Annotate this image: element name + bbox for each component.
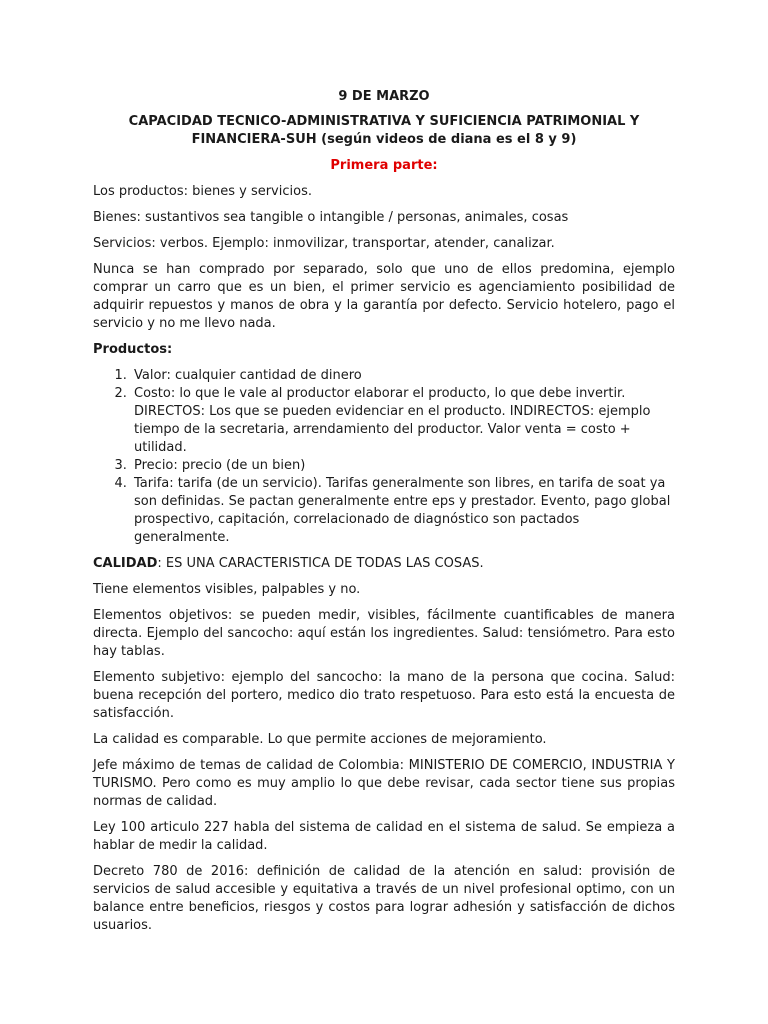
- paragraph-servicios: Servicios: verbos. Ejemplo: inmovilizar, transportar, atender, canalizar.: [93, 236, 555, 251]
- paragraph-jefe-calidad: Jefe máximo de temas de calidad de Colombia: MINISTERIO DE COMERCIO, INDUSTRIA Y TURISMO. Pero como es muy amplio lo que debe revisar, cada sector tiene sus propias normas de calidad.: [93, 758, 675, 809]
- list-item: 1. Valor: cualquier cantidad de dinero: [131, 367, 675, 385]
- list-item: 2. Costo: lo que le vale al productor elaborar el producto, lo que debe invertir. DIRECTOS: Los que se pueden evidenciar en el producto. INDIRECTOS: ejemplo tiempo de la secretaria, arrendamiento del productor. Valor venta = costo + utilidad.: [131, 385, 675, 457]
- list-item: 3. Precio: precio (de un bien): [131, 457, 675, 475]
- paragraph-elementos: Tiene elementos visibles, palpables y no.: [93, 582, 361, 597]
- document-title: CAPACIDAD TECNICO-ADMINISTRATIVA Y SUFICIENCIA PATRIMONIAL Y FINANCIERA-SUH (según videos de diana es el 8 y 9): [128, 114, 640, 147]
- paragraph-ley-100: Ley 100 articulo 227 habla del sistema de calidad en el sistema de salud. Se empieza a hablar de medir la calidad.: [93, 820, 675, 853]
- productos-list: [93, 367, 675, 547]
- section-subtitle: Primera parte:: [330, 158, 438, 173]
- calidad-label: CALIDAD: [93, 556, 158, 571]
- paragraph-productos-intro: Los productos: bienes y servicios.: [93, 184, 312, 199]
- paragraph-elementos-objetivos: Elementos objetivos: se pueden medir, visibles, fácilmente cuantificables de manera directa. Ejemplo del sancocho: aquí están los ingredientes. Salud: tensiómetro. Para esto hay tablas.: [93, 608, 675, 659]
- paragraph-bienes: Bienes: sustantivos sea tangible o intangible / personas, animales, cosas: [93, 210, 569, 225]
- document-page: [93, 88, 675, 943]
- calidad-definition: : ES UNA CARACTERISTICA DE TODAS LAS COSAS.: [157, 556, 484, 571]
- paragraph-calidad: [93, 555, 675, 573]
- paragraph-ejemplo-carro: Nunca se han comprado por separado, solo que uno de ellos predomina, ejemplo comprar un carro que es un bien, el primer servicio es agenciamiento posibilidad de adquirir repuestos y manos de obra y la garantía por defecto. Servicio hotelero, pago el servicio y no me llevo nada.: [93, 262, 675, 331]
- paragraph-calidad-comparable: La calidad es comparable. Lo que permite acciones de mejoramiento.: [93, 732, 547, 747]
- paragraph-decreto-780: Decreto 780 de 2016: definición de calidad de la atención en salud: provisión de servicios de salud accesible y equitativa a través de un nivel profesional optimo, con un balance entre beneficios, riesgos y costos para lograr adhesión y satisfacción de dichos usuarios.: [93, 864, 675, 933]
- document-date: 9 DE MARZO: [338, 89, 430, 104]
- productos-heading: Productos:: [93, 342, 173, 357]
- paragraph-elemento-subjetivo: Elemento subjetivo: ejemplo del sancocho: la mano de la persona que cocina. Salud: buena recepción del portero, medico dio trato respetuoso. Para esto está la encuesta de satisfacción.: [93, 670, 675, 721]
- list-item: 4. Tarifa: tarifa (de un servicio). Tarifas generalmente son libres, en tarifa de soat ya son definidas. Se pactan generalmente entre eps y prestador. Evento, pago global prospectivo, capitación, correlacionado de diagnóstico son pactados generalmente.: [131, 475, 675, 547]
